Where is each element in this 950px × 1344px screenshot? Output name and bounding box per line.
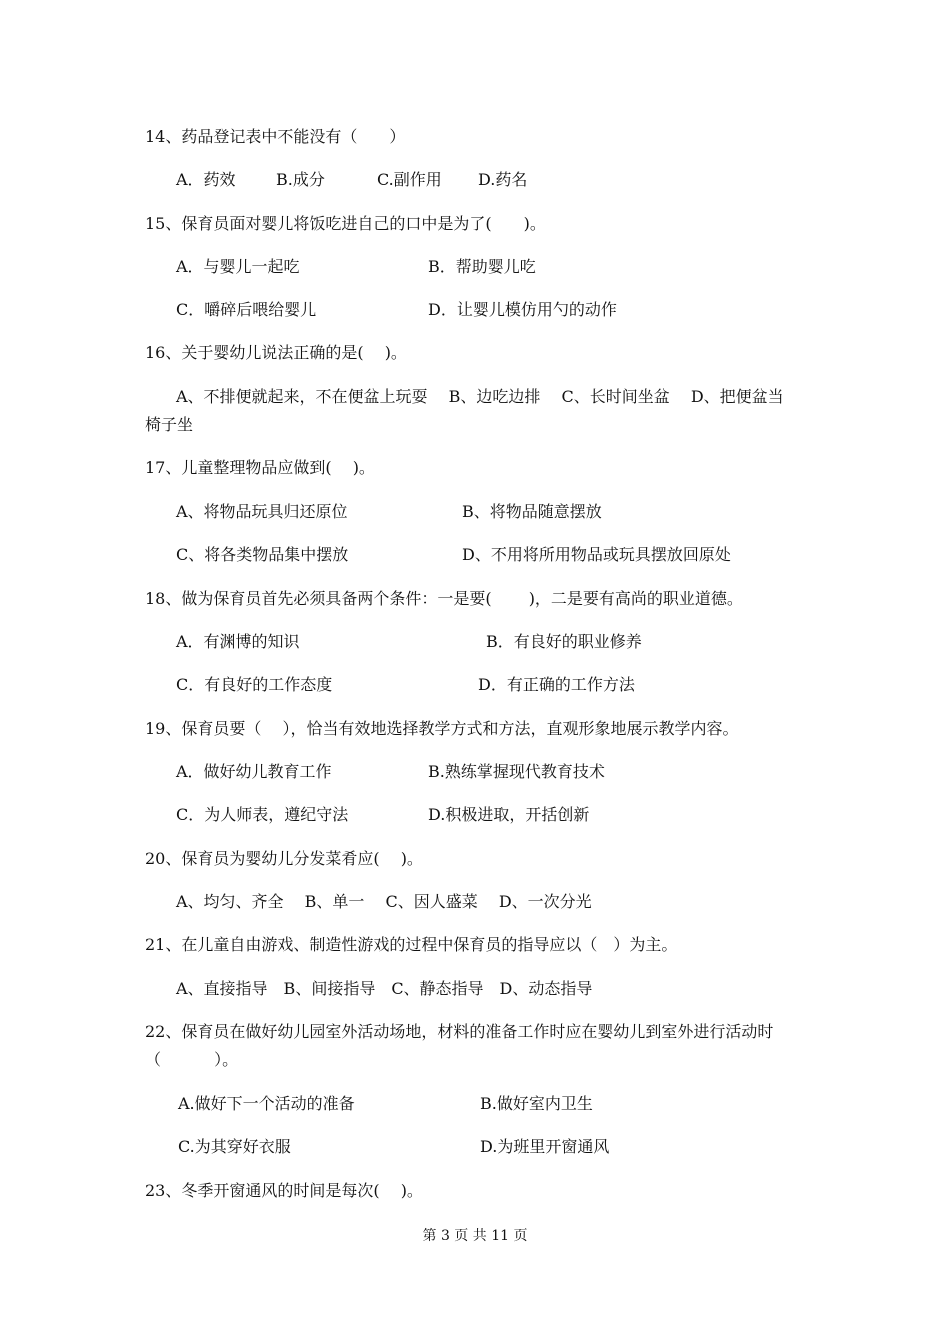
question-23-stem: 23、冬季开窗通风的时间是每次( )。 — [145, 1181, 423, 1200]
question-14-option-c: C.副作用 — [377, 170, 442, 189]
question-21-options: A、直接指导 B、间接指导 C、静态指导 D、动态指导 — [176, 979, 593, 998]
question-15-stem: 15、保育员面对婴儿将饭吃进自己的口中是为了( )。 — [145, 214, 546, 233]
question-22-option-a: A.做好下一个活动的准备 — [178, 1094, 355, 1113]
question-18-stem: 18、做为保育员首先必须具备两个条件：一是要( )，二是要有高尚的职业道德。 — [145, 589, 743, 608]
question-17-option-b: B、将物品随意摆放 — [462, 502, 602, 521]
question-17-option-d: D、不用将所用物品或玩具摆放回原处 — [462, 545, 731, 564]
question-14-option-d: D.药名 — [478, 170, 528, 189]
question-16-options-line-1: A、不排便就起来，不在便盆上玩耍 B、边吃边排 C、长时间坐盆 D、把便盆当 — [176, 387, 784, 406]
question-17-option-c: C、将各类物品集中摆放 — [176, 545, 349, 564]
question-14-option-b: B.成分 — [276, 170, 325, 189]
question-19-option-c: C．为人师表，遵纪守法 — [176, 805, 349, 824]
question-19-option-a: A．做好幼儿教育工作 — [176, 762, 332, 781]
question-18-option-a: A．有渊博的知识 — [176, 632, 300, 651]
question-15-option-a: A．与婴儿一起吃 — [176, 257, 300, 276]
question-22-stem: 22、保育员在做好幼儿园室外活动场地，材料的准备工作时应在婴幼儿到室外进行活动时 — [145, 1022, 774, 1041]
question-17-option-a: A、将物品玩具归还原位 — [176, 502, 348, 521]
question-19-option-d: D.积极进取，开括创新 — [428, 805, 590, 824]
question-16-options-line-2: 椅子坐 — [145, 415, 194, 434]
question-18-option-b: B．有良好的职业修养 — [486, 632, 642, 651]
question-20-options: A、均匀、齐全 B、单一 C、因人盛菜 D、一次分光 — [176, 892, 592, 911]
question-18-option-d: D．有正确的工作方法 — [478, 675, 635, 694]
question-21-stem: 21、在儿童自由游戏、制造性游戏的过程中保育员的指导应以（ ）为主。 — [145, 935, 678, 954]
page-footer: 第 3 页 共 11 页 — [422, 1228, 528, 1244]
question-22-option-c: C.为其穿好衣服 — [178, 1137, 291, 1156]
question-22-stem-line-2: （ ）。 — [145, 1050, 239, 1069]
question-17-stem: 17、儿童整理物品应做到( )。 — [145, 458, 375, 477]
question-18-option-c: C．有良好的工作态度 — [176, 675, 333, 694]
question-15-option-b: B．帮助婴儿吃 — [428, 257, 536, 276]
question-14-stem: 14、药品登记表中不能没有（ ） — [145, 127, 406, 146]
question-15-option-d: D．让婴儿模仿用勺的动作 — [428, 300, 617, 319]
question-22-option-d: D.为班里开窗通风 — [480, 1137, 610, 1156]
question-19-option-b: B.熟练掌握现代教育技术 — [428, 762, 605, 781]
question-22-option-b: B.做好室内卫生 — [480, 1094, 593, 1113]
question-19-stem: 19、保育员要（ ），恰当有效地选择教学方式和方法，直观形象地展示教学内容。 — [145, 719, 739, 738]
question-20-stem: 20、保育员为婴幼儿分发菜肴应( )。 — [145, 849, 423, 868]
question-16-stem: 16、关于婴幼儿说法正确的是( )。 — [145, 343, 407, 362]
question-15-option-c: C．嚼碎后喂给婴儿 — [176, 300, 317, 319]
question-14-option-a: A．药效 — [176, 170, 236, 189]
